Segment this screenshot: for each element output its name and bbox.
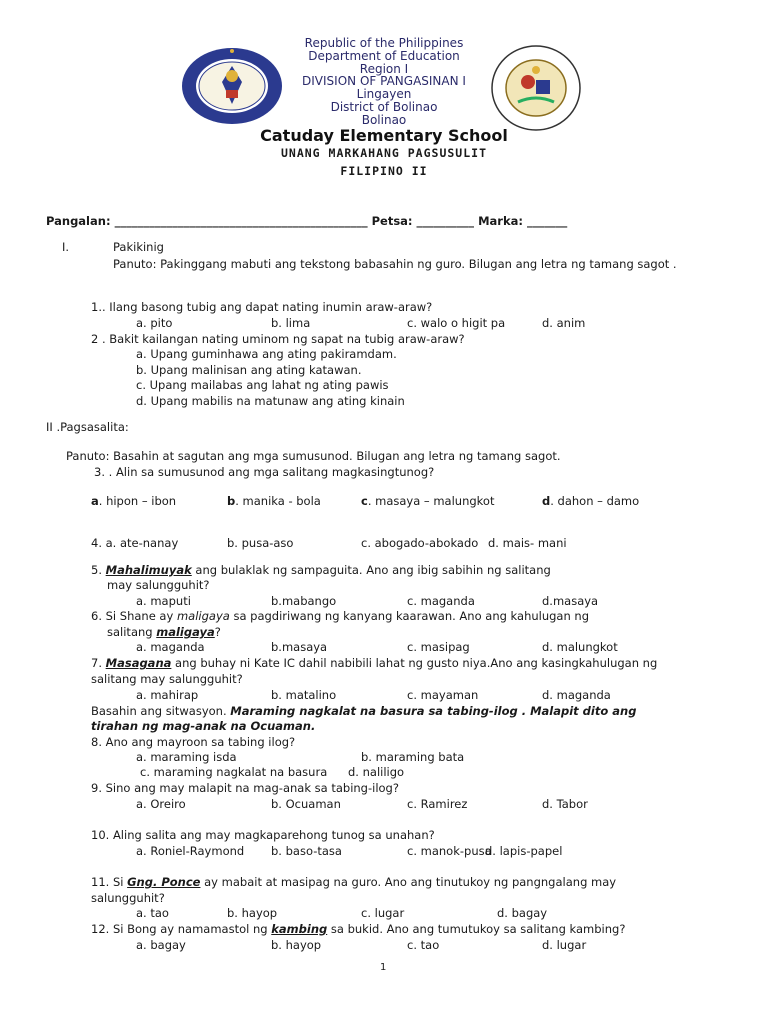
q2-text: 2 . Bakit kailangan nating uminom ng sapat na tubig araw-araw? (91, 332, 465, 346)
q3-option-b[interactable] (227, 494, 321, 508)
q1-option-a[interactable]: a. pito (136, 316, 173, 330)
date-label: Petsa: (371, 214, 413, 228)
q6-option-c[interactable]: c. masipag (407, 640, 470, 654)
date-blank: __________ (416, 214, 475, 228)
q6-text-line2 (107, 625, 221, 639)
q3-c-letter: c (361, 494, 368, 508)
q2-option-c[interactable]: c. Upang mailabas ang lahat ng ating pawis (136, 378, 389, 392)
exam-title: UNANG MARKAHANG PAGSUSULIT (280, 146, 487, 160)
q11-option-a[interactable]: a. tao (136, 906, 169, 920)
header-line-region: Region I (359, 62, 409, 76)
header-line-lingayen: Lingayen (356, 87, 412, 101)
q3-c-text: . masaya – malungkot (367, 494, 495, 508)
q5-keyword: Mahalimuyak (105, 563, 192, 577)
q4-option-a[interactable]: 4. a. ate-nanay (91, 536, 179, 550)
q12-text (91, 922, 625, 936)
q1-option-c[interactable]: c. walo o higit pa (407, 316, 506, 330)
q10-option-c[interactable]: c. manok-pusa (407, 844, 492, 858)
score-blank: _______ (526, 214, 568, 228)
q2-option-d[interactable]: d. Upang mabilis na matunaw ang ating kinain (136, 394, 405, 408)
header-line-republic: Republic of the Philippines (304, 36, 464, 50)
q12-pre: 12. Si Bong ay namamastol ng (91, 922, 272, 936)
section2-title: II .Pagsasalita: (46, 420, 129, 434)
q12-keyword: kambing (271, 922, 328, 936)
q9-option-c[interactable]: c. Ramirez (407, 797, 468, 811)
q3-a-letter: a (91, 494, 99, 508)
q5-option-b[interactable]: b.mabango (271, 594, 337, 608)
q3-text: 3. . Alin sa sumusunod ang mga salitang magkasingtunog? (94, 465, 435, 479)
q9-option-a[interactable]: a. Oreiro (136, 797, 186, 811)
q2-option-a[interactable]: a. Upang guminhawa ang ating pakiramdam. (136, 347, 397, 361)
q3-option-d[interactable] (542, 494, 639, 508)
q11-text (91, 875, 616, 889)
q7-option-d[interactable]: d. maganda (542, 688, 611, 702)
q6-line2-post: ? (214, 625, 221, 639)
q3-option-c[interactable] (361, 494, 494, 508)
q6-text (91, 609, 589, 623)
q8-option-d[interactable]: d. naliligo (348, 765, 405, 779)
q7-option-a[interactable]: a. mahirap (136, 688, 199, 702)
q3-b-text: . manika - bola (235, 494, 321, 508)
q10-option-a[interactable]: a. Roniel-Raymond (136, 844, 245, 858)
q11-option-c[interactable]: c. lugar (361, 906, 405, 920)
situation-pre: Basahin ang sitwasyon. (91, 704, 231, 718)
q4-option-c[interactable]: c. abogado-abokado (361, 536, 479, 550)
score-label: Marka: (478, 214, 523, 228)
q11-option-b[interactable]: b. hayop (227, 906, 278, 920)
q11-post: ay mabait at masipag na guro. Ano ang tinutukoy ng pangngalang may (200, 875, 617, 889)
q3-b-letter: b (227, 494, 236, 508)
section2-instruction: Panuto: Basahin at sagutan ang mga sumusunod. Bilugan ang letra ng tamang sagot. (66, 449, 561, 463)
name-field[interactable] (46, 214, 567, 228)
situation-bold-line2: tirahan ng mag-anak na Ocuaman. (91, 719, 316, 733)
q5-option-d[interactable]: d.masaya (542, 594, 599, 608)
q4-option-d[interactable]: d. mais- mani (488, 536, 567, 550)
q6-post: sa pagdiriwang ng kanyang kaarawan. Ano ang kahulugan ng (229, 609, 590, 623)
q3-option-a[interactable] (91, 494, 176, 508)
q10-text: 10. Aling salita ang may magkaparehong tunog sa unahan? (91, 828, 435, 842)
q11-pre: 11. Si (91, 875, 128, 889)
q12-option-c[interactable]: c. tao (407, 938, 440, 952)
q6-option-b[interactable]: b.masaya (271, 640, 328, 654)
q12-option-d[interactable]: d. lugar (542, 938, 587, 952)
q8-text: 8. Ano ang mayroon sa tabing ilog? (91, 735, 296, 749)
q5-text (91, 563, 551, 577)
name-blank: ____________________________________________ (114, 214, 368, 228)
header-line-deped: Department of Education (308, 49, 460, 63)
q3-a-text: . hipon – ibon (98, 494, 177, 508)
q7-text-line2: salitang may salungguhit? (91, 672, 243, 686)
q10-option-b[interactable]: b. baso-tasa (271, 844, 342, 858)
q6-pre: 6. Si Shane ay (91, 609, 177, 623)
situation-text (91, 704, 636, 718)
subject-title: FILIPINO II (340, 164, 428, 178)
q11-option-d[interactable]: d. bagay (497, 906, 548, 920)
q7-option-c[interactable]: c. mayaman (407, 688, 479, 702)
q1-option-d[interactable]: d. anim (542, 316, 586, 330)
q7-pre: 7. (91, 656, 106, 670)
q6-line2-pre: salitang (107, 625, 157, 639)
q8-option-b[interactable]: b. maraming bata (361, 750, 465, 764)
q10-option-d[interactable]: d. lapis-papel (485, 844, 563, 858)
header-line-bolinao: Bolinao (361, 113, 407, 127)
q6-option-a[interactable]: a. maganda (136, 640, 205, 654)
q5-option-a[interactable]: a. maputi (136, 594, 191, 608)
q8-option-a[interactable]: a. maraming isda (136, 750, 237, 764)
q11-keyword: Gng. Ponce (127, 875, 201, 889)
q5-option-c[interactable]: c. maganda (407, 594, 475, 608)
q6-keyword2: maligaya (156, 625, 215, 639)
header-line-district: District of Bolinao (330, 100, 438, 114)
section1-title: Pakikinig (113, 240, 164, 254)
q11-text-line2: salungguhit? (91, 891, 165, 905)
q7-option-b[interactable]: b. matalino (271, 688, 337, 702)
q3-d-text: . dahon – damo (550, 494, 640, 508)
page-number: 1 (380, 962, 387, 973)
q12-option-b[interactable]: b. hayop (271, 938, 322, 952)
q12-post: sa bukid. Ano ang tumutukoy sa salitang kambing? (327, 922, 626, 936)
header-line-division: DIVISION OF PANGASINAN I (302, 74, 466, 88)
q7-keyword: Masagana (105, 656, 172, 670)
situation-bold-line1: Maraming nagkalat na basura sa tabing-ilog . Malapit dito ang (230, 704, 637, 718)
q9-option-d[interactable]: d. Tabor (542, 797, 588, 811)
q4-option-b[interactable]: b. pusa-aso (227, 536, 294, 550)
q6-option-d[interactable]: d. malungkot (542, 640, 618, 654)
q6-keyword: maligaya (176, 609, 230, 623)
q2-option-b[interactable]: b. Upang malinisan ang ating katawan. (136, 363, 362, 377)
q3-d-letter: d (542, 494, 551, 508)
q9-option-b[interactable]: b. Ocuaman (271, 797, 341, 811)
q5-post: ang bulaklak ng sampaguita. Ano ang ibig sabihin ng salitang (191, 563, 551, 577)
name-label: Pangalan: (46, 214, 111, 228)
school-name: Catuday Elementary School (260, 126, 508, 145)
section1-instruction: Panuto: Pakinggang mabuti ang tekstong babasahin ng guro. Bilugan ang letra ng tamang sagot . (113, 257, 677, 271)
q1-option-b[interactable]: b. lima (271, 316, 311, 330)
section1-number: I. (62, 240, 70, 254)
q5-pre: 5. (91, 563, 106, 577)
q1-text: 1.. Ilang basong tubig ang dapat nating inumin araw-araw? (91, 300, 433, 314)
q7-post: ang buhay ni Kate IC dahil nabibili lahat ng gusto niya.Ano ang kasingkahulugan ng (171, 656, 658, 670)
q8-option-c[interactable]: c. maraming nagkalat na basura (140, 765, 328, 779)
q5-text-line2: may salungguhit? (107, 578, 210, 592)
q7-text (91, 656, 657, 670)
q9-text: 9. Sino ang may malapit na mag-anak sa tabing-ilog? (91, 781, 399, 795)
q12-option-a[interactable]: a. bagay (136, 938, 186, 952)
